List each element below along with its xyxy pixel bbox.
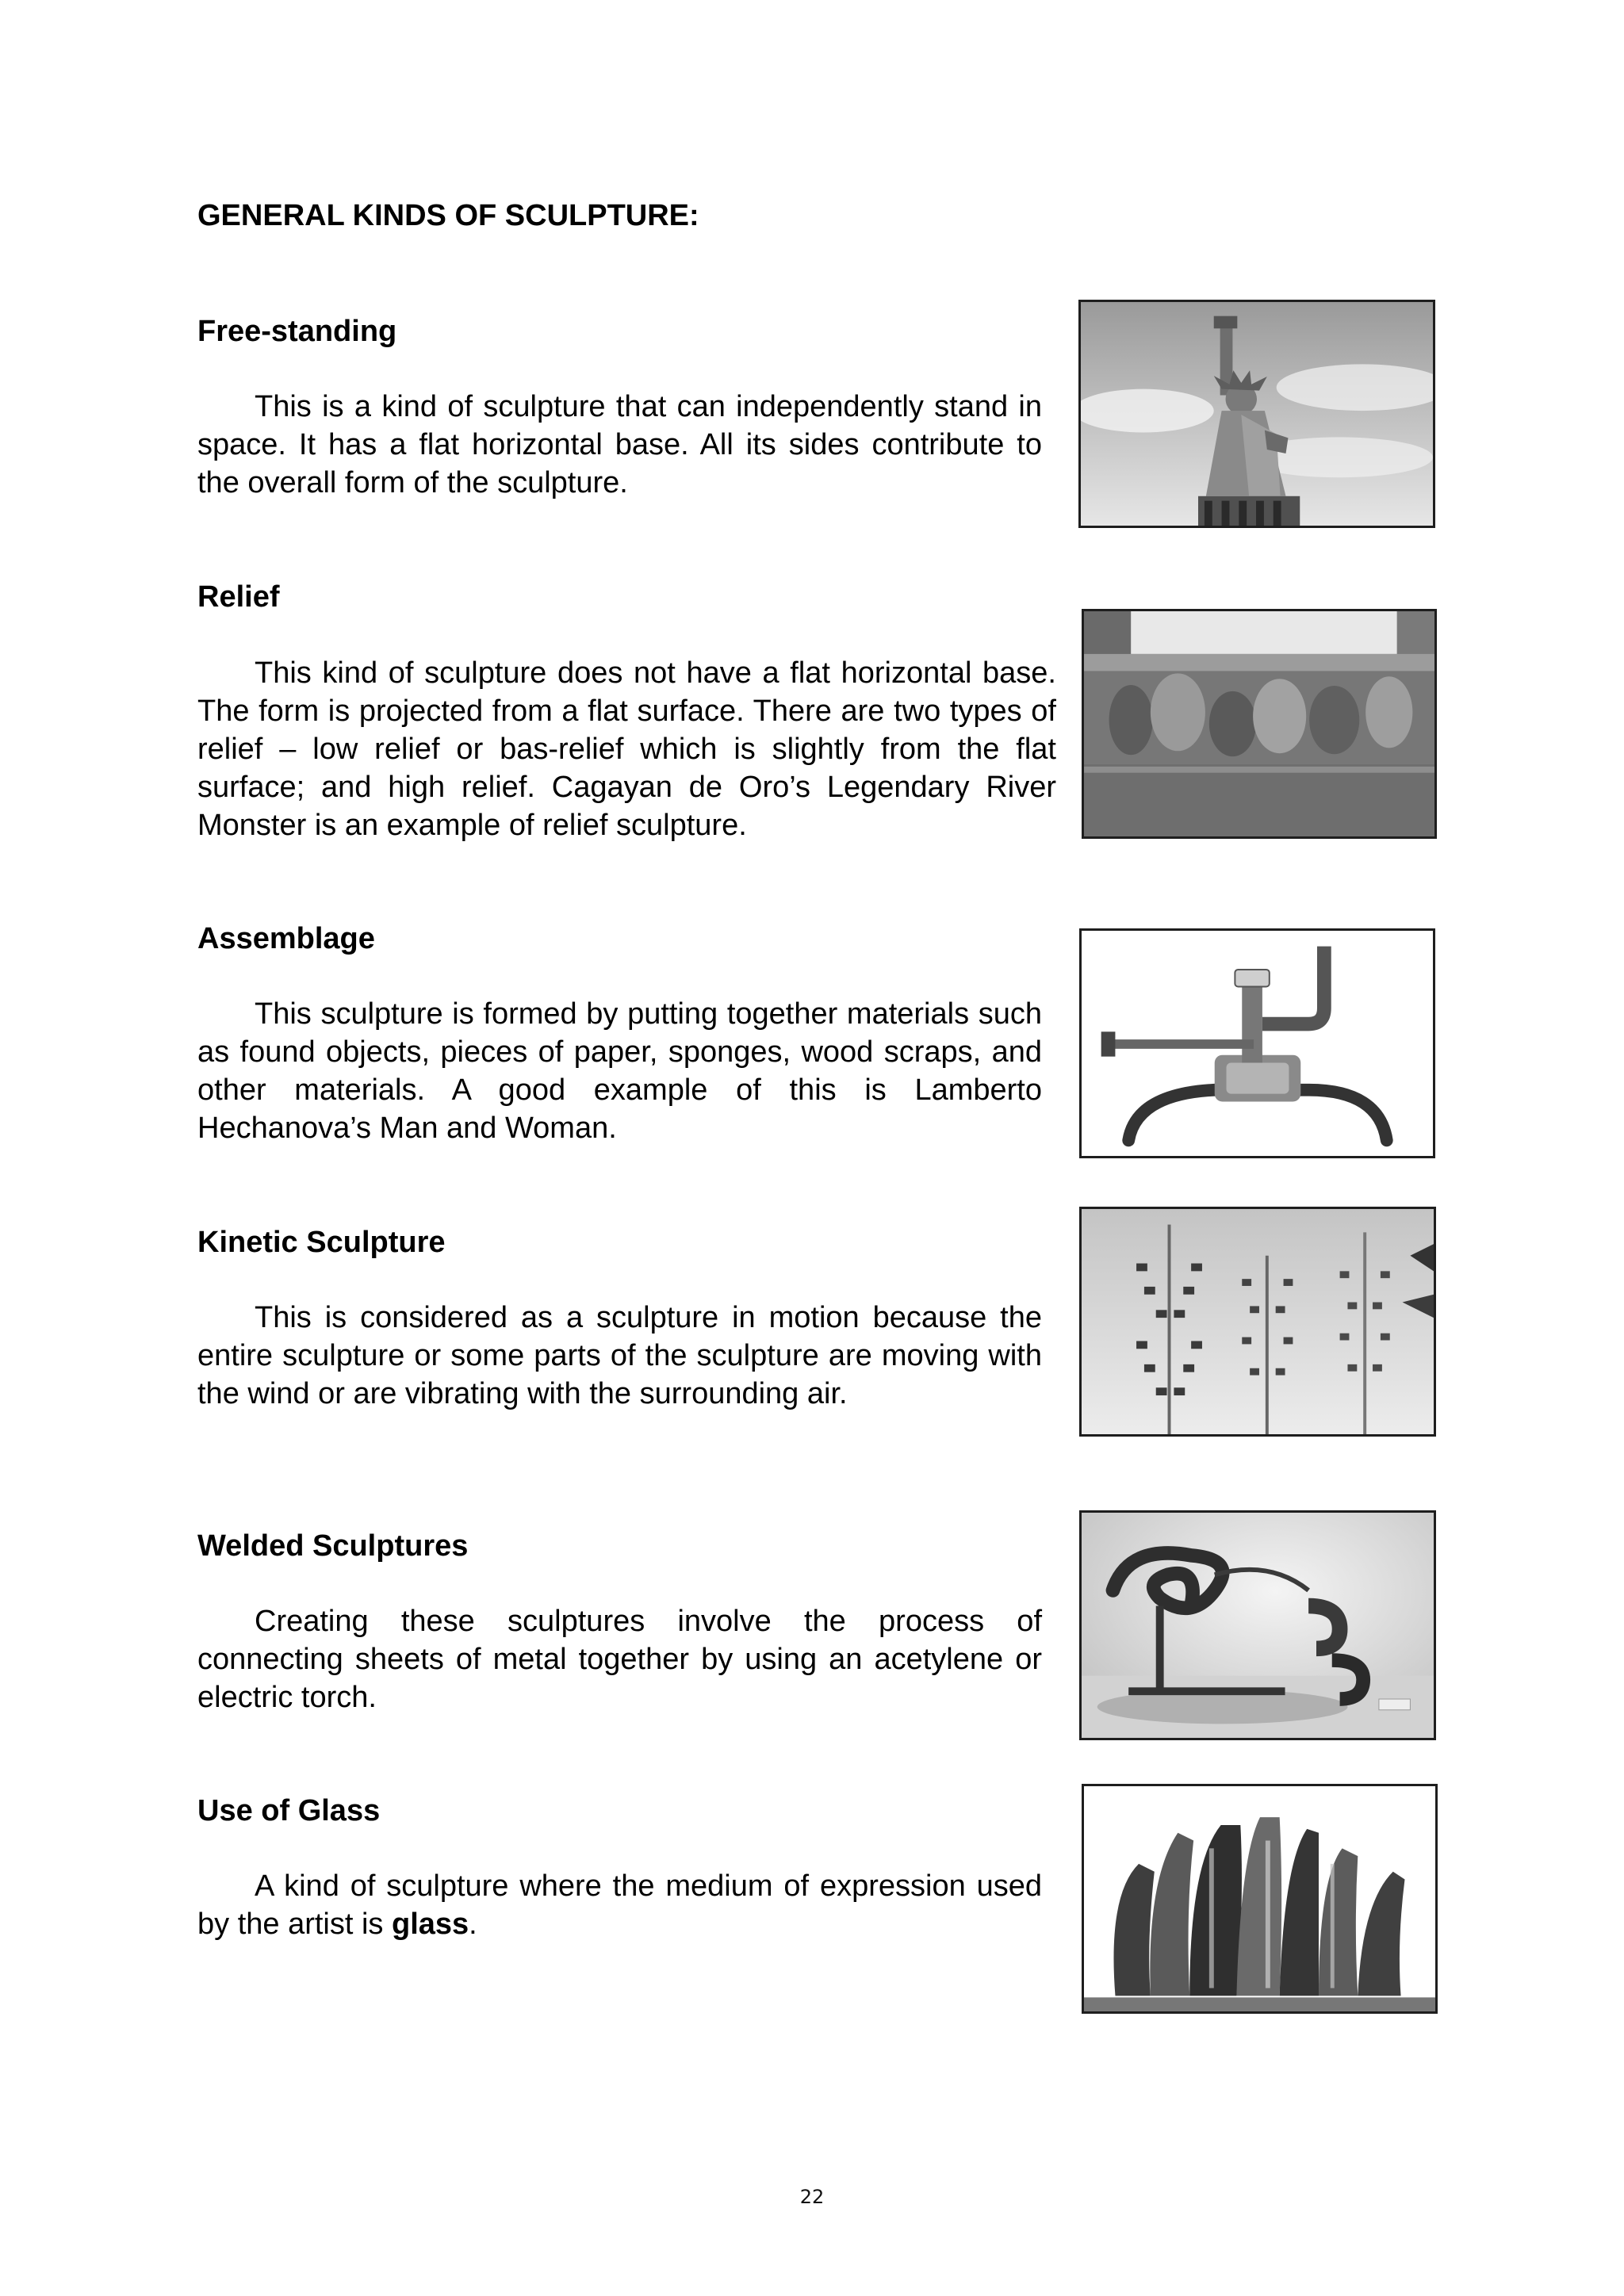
paragraph-use-of-glass	[197, 1867, 1042, 1943]
heading-free-standing: Free-standing	[197, 315, 397, 348]
paragraph-assemblage: This sculpture is formed by putting together materials such as found objects, pieces of paper, sponges, wood scraps, and other materials. A good example of this is Lamberto Hechanova’s Man and Woman.	[197, 997, 1042, 1145]
heading-welded-sculptures: Welded Sculptures	[197, 1529, 469, 1563]
paragraph-kinetic-sculpture: This is considered as a sculpture in motion because the entire sculpture or some parts of the sculpture are moving with the wind or are vibrating with the surrounding air.	[197, 1301, 1042, 1410]
heading-assemblage: Assemblage	[197, 922, 375, 955]
paragraph-welded-sculptures: Creating these sculptures involve the process of connecting sheets of metal together by using an acetylene or electric torch.	[197, 1605, 1042, 1714]
welded-sculpture-photo	[1079, 1510, 1436, 1740]
statue-of-liberty-photo	[1078, 300, 1435, 528]
glass-sculpture-photo	[1082, 1784, 1438, 2014]
heading-relief: Relief	[197, 580, 280, 614]
glass-text-after: .	[469, 1908, 477, 1941]
paragraph-free-standing: This is a kind of sculpture that can independently stand in space. It has a flat horizontal base. All its sides contribute to the overall form of the sculpture.	[197, 390, 1042, 499]
assemblage-sculpture-photo	[1079, 928, 1435, 1158]
page-title: GENERAL KINDS OF SCULPTURE:	[197, 199, 699, 232]
kinetic-sculpture-photo	[1079, 1207, 1436, 1437]
glass-text-bold: glass	[391, 1908, 469, 1941]
glass-text-before: A kind of sculpture where the medium of expression used by the artist is	[197, 1869, 1042, 1941]
page-number: 22	[799, 2186, 825, 2208]
heading-kinetic-sculpture: Kinetic Sculpture	[197, 1226, 446, 1259]
heading-use-of-glass: Use of Glass	[197, 1794, 381, 1827]
paragraph-relief: This kind of sculpture does not have a flat horizontal base. The form is projected from a flat surface. There are two types of relief – low relief or bas-relief which is slightly from the flat surface; and high relief. Cagayan de Oro’s Legendary River Monster is an example of relief sculpture.	[197, 656, 1056, 842]
relief-frieze-photo	[1082, 609, 1437, 839]
